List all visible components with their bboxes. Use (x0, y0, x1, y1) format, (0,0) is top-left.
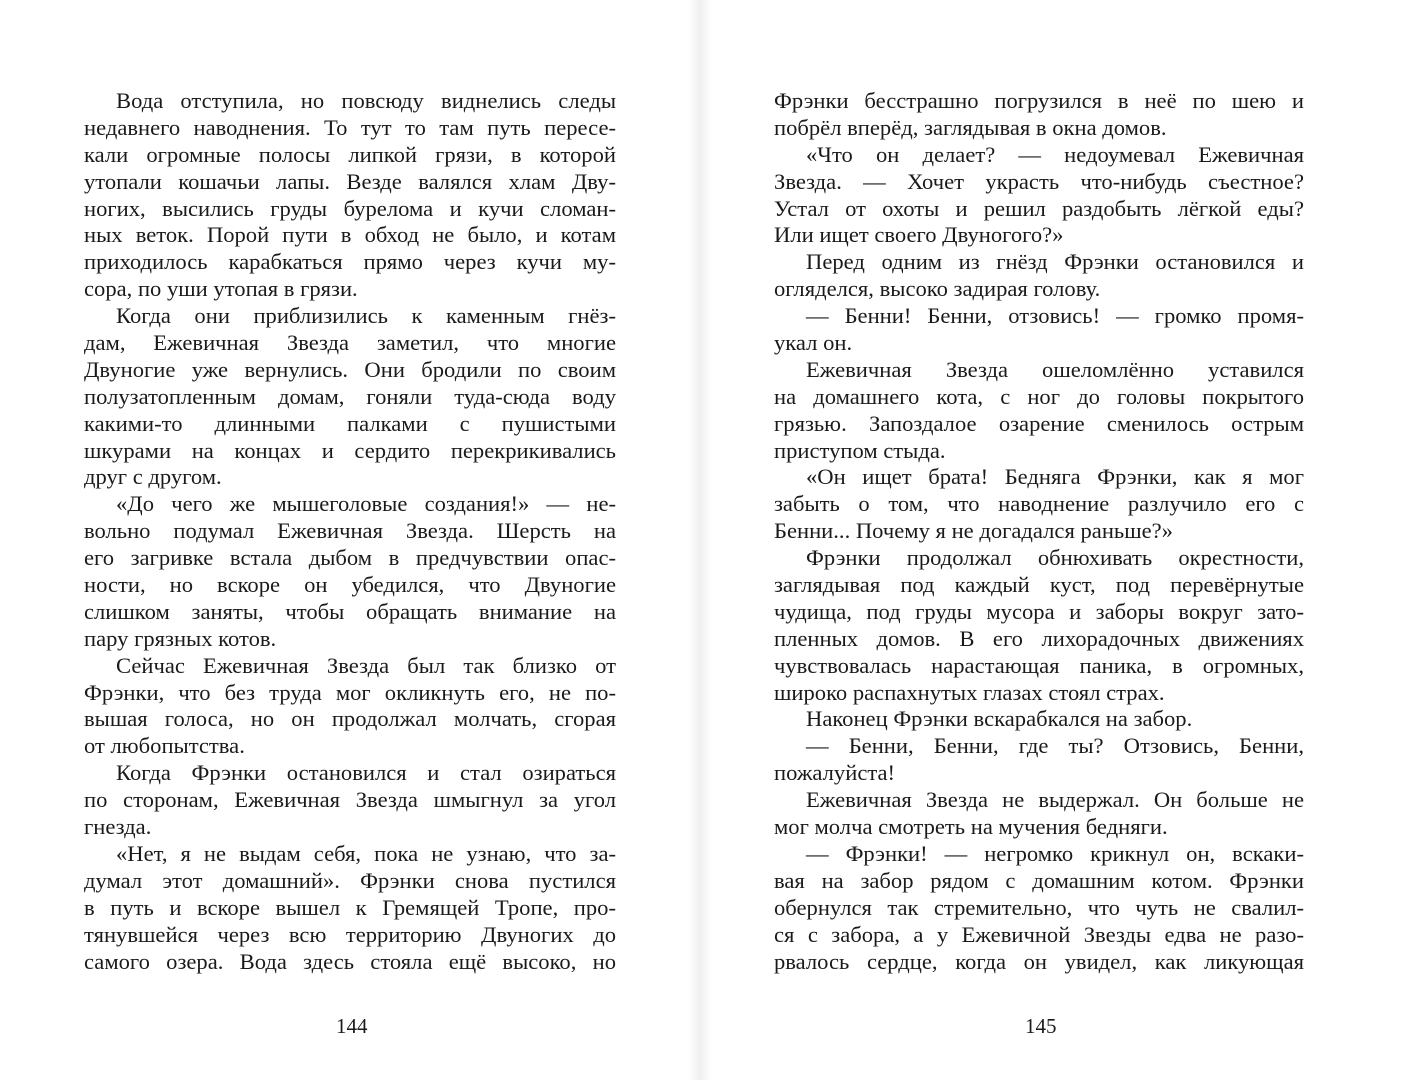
text-line: слишком заняты, чтобы обращать внимание на (84, 598, 616, 624)
text-line: кали огромные полосы липкой грязи, в которой (84, 141, 616, 167)
text-line: пару грязных котов. (84, 625, 277, 651)
text-line: чудища, под груды мусора и заборы вокруг зато- (774, 598, 1304, 624)
text-line: по сторонам, Ежевичная Звезда шмыгнул за угол (84, 787, 616, 813)
text-line: вышая голоса, но он продолжал молчать, сгорая (84, 706, 616, 732)
text-line: полузатопленным домам, гоняли туда-сюда воду (84, 383, 616, 409)
text-line: вая на забор рядом с домашним котом. Фрэнки (774, 867, 1304, 893)
text-line: пленных домов. В его лихорадочных движениях (774, 625, 1304, 651)
text-line: вольно подумал Ежевичная Звезда. Шерсть на (84, 518, 616, 544)
text-line: «Нет, я не выдам себя, пока не узнаю, что за- (116, 840, 616, 866)
text-line: думал этот домашний». Фрэнки снова пустился (84, 867, 616, 893)
text-line: забыть о том, что наводнение разлучило его с (774, 491, 1304, 517)
text-line: Ежевичная Звезда ошеломлённо уставился (806, 356, 1304, 382)
text-line: Фрэнки бесстрашно погрузился в неё по шею и (774, 88, 1304, 113)
text-line: Когда они приблизились к каменным гнёз- (116, 303, 616, 329)
text-line: обернулся так стремительно, что чуть не свалил- (774, 894, 1304, 920)
text-line: огляделся, высоко задирая голову. (774, 276, 1101, 302)
text-line: недавнего наводнения. То тут то там путь пересе- (84, 114, 616, 140)
right-page (774, 88, 1304, 975)
text-line: шкурами на концах и сердито перекрикивались (84, 437, 616, 463)
text-line: Перед одним из гнёзд Фрэнки остановился и (806, 249, 1304, 275)
text-line: Наконец Фрэнки вскарабкался на забор. (806, 706, 1193, 732)
text-line: — Фрэнки! — негромко крикнул он, вскаки- (806, 840, 1304, 866)
text-line: на домашнего кота, с ног до головы покрытого (774, 383, 1304, 409)
text-line: Звезда. — Хочет украсть что-нибудь съестное? (774, 168, 1304, 194)
text-line: Устал от охоты и решил раздобыть лёгкой еды? (774, 195, 1304, 221)
text-line: утопали кошачьи лапы. Везде валялся хлам Дву- (84, 168, 616, 194)
text-line: Вода отступила, но повсюду виднелись следы (116, 88, 616, 113)
text-line: рвалось сердце, когда он увидел, как ликующая (774, 948, 1304, 974)
text-line: гнезда. (84, 814, 152, 840)
text-line: сора, по уши утопая в грязи. (84, 276, 358, 302)
text-line: ся с забора, а у Ежевичной Звезды едва не разо- (774, 921, 1304, 947)
text-line: — Бенни, Бенни, где ты? Отзовись, Бенни, (806, 733, 1304, 759)
text-line: от любопытства. (84, 733, 245, 759)
text-line: заглядывая под каждый куст, под перевёрнутые (774, 572, 1304, 598)
text-line: Ежевичная Звезда не выдержал. Он больше не (806, 787, 1304, 813)
text-line: его загривке встала дыбом в предчувствии опас- (84, 545, 616, 571)
text-line: Когда Фрэнки остановился и стал озираться (116, 760, 616, 786)
text-line: дам, Ежевичная Звезда заметил, что многие (84, 330, 616, 356)
text-line: ных веток. Порой пути в обход не было, и котам (84, 222, 616, 248)
text-line: «До чего же мышеголовые создания!» — не- (116, 491, 616, 517)
text-line: — Бенни! Бенни, отзовись! — громко промя- (806, 303, 1304, 329)
text-line: приступом стыда. (774, 437, 946, 463)
text-line: Сейчас Ежевичная Звезда был так близко от (116, 652, 616, 678)
text-line: «Он ищет брата! Бедняга Фрэнки, как я мог (806, 464, 1304, 490)
text-line: Фрэнки, что без труда мог окликнуть его, не по- (84, 679, 616, 705)
text-line: Фрэнки продолжал обнюхивать окрестности, (806, 545, 1304, 571)
page-number-left: 144 (336, 1014, 368, 1038)
text-line: чувствовалась нарастающая паника, в огромных, (774, 652, 1304, 678)
text-line: ности, но вскоре он убедился, что Двуногие (84, 572, 616, 598)
text-line: «Что он делает? — недоумевал Ежевичная (806, 141, 1304, 167)
text-line: друг с другом. (84, 464, 222, 490)
text-line: самого озера. Вода здесь стояла ещё высоко, но (84, 948, 616, 974)
book-gutter (688, 0, 712, 1080)
page-number-right: 145 (1025, 1014, 1057, 1038)
text-line: Двуногие уже вернулись. Они бродили по своим (84, 356, 616, 382)
text-line: грязью. Запоздалое озарение сменилось острым (774, 410, 1304, 436)
text-line: какими-то длинными палками с пушистыми (84, 410, 616, 436)
text-line: пожалуйста! (774, 760, 896, 786)
text-line: широко распахнутых глазах стоял страх. (774, 679, 1165, 705)
text-line: мог молча смотреть на мучения бедняги. (774, 814, 1168, 840)
left-page (84, 88, 616, 975)
text-line: ногих, высились груды бурелома и кучи сломан- (84, 195, 616, 221)
text-line: побрёл вперёд, заглядывая в окна домов. (774, 114, 1167, 140)
text-line: тянувшейся через всю территорию Двуногих до (84, 921, 616, 947)
text-line: Бенни... Почему я не догадался раньше?» (774, 518, 1173, 544)
text-line: Или ищет своего Двуногого?» (774, 222, 1064, 248)
text-line: укал он. (774, 330, 853, 356)
text-line: в путь и вскоре вышел к Гремящей Тропе, про- (84, 894, 616, 920)
text-line: приходилось карабкаться прямо через кучи му- (84, 249, 616, 275)
